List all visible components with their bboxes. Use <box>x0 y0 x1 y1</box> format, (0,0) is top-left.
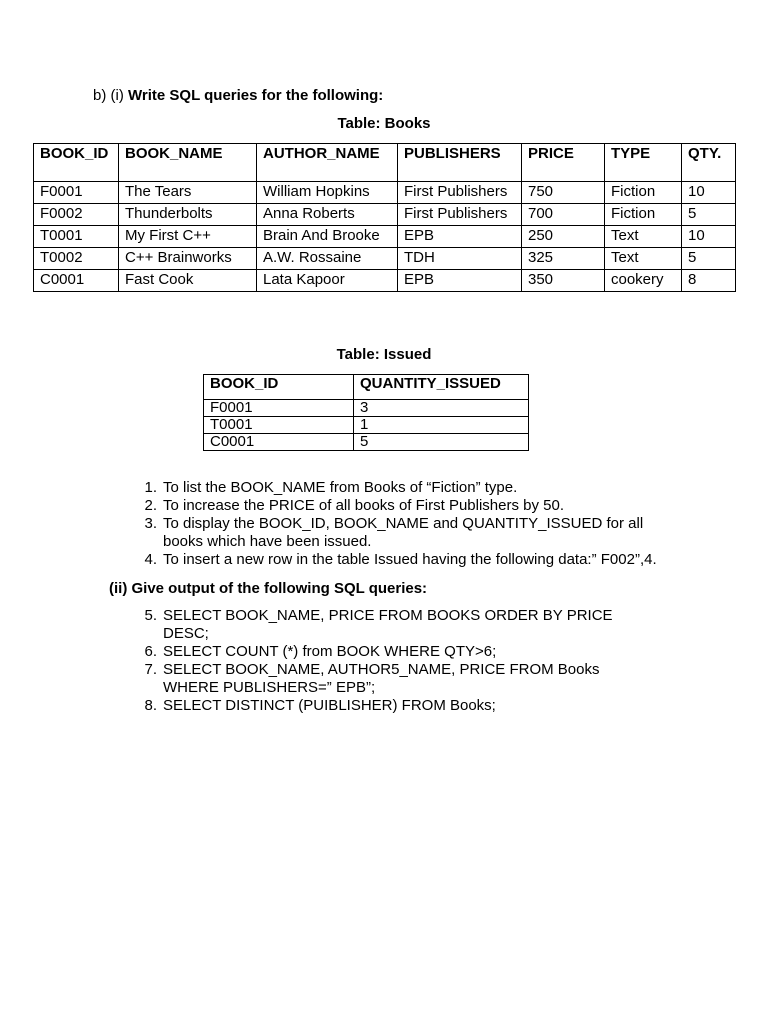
issued-header-row <box>204 375 529 400</box>
issued-table-caption: Table: Issued <box>336 346 432 363</box>
list-item-number: 5. <box>144 607 157 624</box>
books-header-cell: AUTHOR_NAME <box>257 144 398 182</box>
table-cell: EPB <box>398 270 522 292</box>
table-cell: TDH <box>398 248 522 270</box>
list-item-text: To insert a new row in the table Issued having the following data:” F002”,4. <box>163 551 657 568</box>
list-item-text: To display the BOOK_ID, BOOK_NAME and QUANTITY_ISSUED for all books which have been issued. <box>163 515 644 550</box>
question-instruction: Write SQL queries for the following: <box>128 87 384 104</box>
table-cell: First Publishers <box>398 182 522 204</box>
list-item <box>141 643 661 661</box>
table-cell: The Tears <box>119 182 257 204</box>
table-row <box>34 248 736 270</box>
table-cell: 250 <box>522 226 605 248</box>
table-cell: C0001 <box>34 270 119 292</box>
table-cell: Text <box>605 226 682 248</box>
table-cell: Brain And Brooke <box>257 226 398 248</box>
table-cell: EPB <box>398 226 522 248</box>
query-list-part1 <box>141 479 701 569</box>
list-item-text: SELECT DISTINCT (PUIBLISHER) FROM Books; <box>163 697 496 714</box>
issued-table <box>203 374 529 451</box>
table-cell: A.W. Rossaine <box>257 248 398 270</box>
table-cell: 325 <box>522 248 605 270</box>
table-cell: T0002 <box>34 248 119 270</box>
table-cell: First Publishers <box>398 204 522 226</box>
table-cell: My First C++ <box>119 226 257 248</box>
table-cell: William Hopkins <box>257 182 398 204</box>
books-table <box>33 143 736 292</box>
list-item-number: 6. <box>144 643 157 660</box>
table-cell: 5 <box>682 248 736 270</box>
table-cell: 3 <box>354 400 529 417</box>
list-item-number: 8. <box>144 697 157 714</box>
table-cell: cookery <box>605 270 682 292</box>
books-table-caption: Table: Books <box>337 115 431 132</box>
list-item-text: To increase the PRICE of all books of First Publishers by 50. <box>163 497 565 514</box>
table-cell: Fiction <box>605 204 682 226</box>
books-header-cell: BOOK_NAME <box>119 144 257 182</box>
books-header-cell: PRICE <box>522 144 605 182</box>
part2-heading: (ii) Give output of the following SQL queries: <box>109 580 428 597</box>
list-item <box>141 479 701 497</box>
list-item-text: SELECT COUNT (*) from BOOK WHERE QTY>6; <box>163 643 497 660</box>
question-prefix: b) (i) <box>93 87 128 104</box>
query-list-part2 <box>141 607 661 715</box>
list-item-number: 4. <box>144 551 157 568</box>
list-item-text: To list the BOOK_NAME from Books of “Fiction” type. <box>163 479 518 496</box>
table-row <box>34 226 736 248</box>
list-item-number: 1. <box>144 479 157 496</box>
table-row <box>204 400 529 417</box>
list-item-number: 3. <box>144 515 157 532</box>
table-cell: C++ Brainworks <box>119 248 257 270</box>
issued-header-cell: BOOK_ID <box>204 375 354 400</box>
list-item <box>141 661 661 697</box>
table-row <box>34 270 736 292</box>
books-header-cell: QTY. <box>682 144 736 182</box>
books-header-row <box>34 144 736 182</box>
books-header-cell: TYPE <box>605 144 682 182</box>
table-cell: 1 <box>354 417 529 434</box>
table-cell: 10 <box>682 182 736 204</box>
table-cell: 10 <box>682 226 736 248</box>
table-row <box>34 182 736 204</box>
table-cell: 350 <box>522 270 605 292</box>
list-item <box>141 497 701 515</box>
list-item <box>141 551 701 569</box>
table-row <box>204 417 529 434</box>
list-item-text: SELECT BOOK_NAME, PRICE FROM BOOKS ORDER BY PRICE DESC; <box>163 607 613 642</box>
table-row <box>204 434 529 451</box>
table-cell: Anna Roberts <box>257 204 398 226</box>
table-row <box>34 204 736 226</box>
table-cell: F0002 <box>34 204 119 226</box>
list-item-text: SELECT BOOK_NAME, AUTHOR5_NAME, PRICE FROM Books WHERE PUBLISHERS=” EPB”; <box>163 661 600 696</box>
table-cell: Fast Cook <box>119 270 257 292</box>
issued-header-cell: QUANTITY_ISSUED <box>354 375 529 400</box>
table-cell: Thunderbolts <box>119 204 257 226</box>
books-header-cell: PUBLISHERS <box>398 144 522 182</box>
table-cell: Lata Kapoor <box>257 270 398 292</box>
table-cell: 700 <box>522 204 605 226</box>
table-cell: 750 <box>522 182 605 204</box>
table-cell: T0001 <box>204 417 354 434</box>
books-header-cell: BOOK_ID <box>34 144 119 182</box>
table-cell: C0001 <box>204 434 354 451</box>
list-item-number: 7. <box>144 661 157 678</box>
list-item <box>141 697 661 715</box>
table-cell: Fiction <box>605 182 682 204</box>
question-heading <box>93 87 383 104</box>
table-cell: 5 <box>354 434 529 451</box>
table-cell: 8 <box>682 270 736 292</box>
table-cell: Text <box>605 248 682 270</box>
list-item-number: 2. <box>144 497 157 514</box>
table-cell: F0001 <box>204 400 354 417</box>
table-cell: 5 <box>682 204 736 226</box>
list-item <box>141 607 661 643</box>
table-cell: F0001 <box>34 182 119 204</box>
table-cell: T0001 <box>34 226 119 248</box>
list-item <box>141 515 701 551</box>
